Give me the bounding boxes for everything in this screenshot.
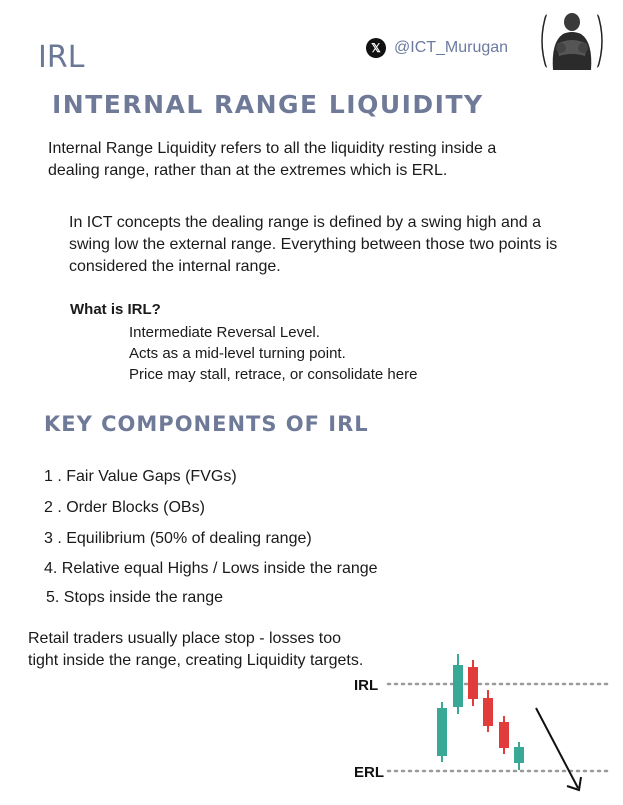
x-logo-icon: 𝕏 — [366, 38, 386, 58]
candle-bear-1 — [468, 660, 478, 706]
what-is-heading: What is IRL? — [70, 301, 161, 318]
candle-bull-3 — [514, 742, 524, 770]
candle-bear-3 — [499, 716, 509, 754]
candle-bull-1 — [437, 702, 447, 762]
handle-text: @ICT_Murugan — [394, 39, 509, 56]
list-item: 4. Relative equal Highs / Lows inside the range — [44, 560, 378, 577]
irl-erl-diagram — [352, 650, 614, 800]
definition-line: Intermediate Reversal Level. — [129, 324, 320, 341]
avatar — [533, 6, 611, 76]
erl-label: ERL — [354, 764, 384, 781]
definition-line: Price may stall, retrace, or consolidate here — [129, 366, 418, 383]
list-item: 2 . Order Blocks (OBs) — [44, 499, 205, 516]
list-item: 1 . Fair Value Gaps (FVGs) — [44, 468, 237, 485]
list-item: 3 . Equilibrium (50% of dealing range) — [44, 530, 312, 547]
down-arrow-icon — [536, 708, 581, 790]
candle-bull-2 — [453, 654, 463, 714]
list-item: 5. Stops inside the range — [46, 589, 224, 606]
page-title: INTERNAL RANGE LIQUIDITY — [52, 90, 484, 119]
intro-paragraph: Internal Range Liquidity refers to all the liquidity resting inside a dealing range, rather than at the extremes which is ERL. — [48, 140, 497, 179]
components-heading: KEY COMPONENTS OF IRL — [44, 412, 369, 436]
definition-line: Acts as a mid-level turning point. — [129, 345, 346, 362]
avatar-image — [533, 6, 611, 76]
retail-note: Retail traders usually place stop - losses too tight inside the range, creating Liquidity targets. — [28, 630, 364, 669]
concept-paragraph: In ICT concepts the dealing range is defined by a swing high and a swing low the external range. Everything between those two points is considered the internal range. — [69, 214, 558, 275]
page-tag: IRL — [38, 40, 85, 75]
irl-label: IRL — [354, 677, 379, 694]
candle-bear-2 — [483, 690, 493, 732]
social-handle[interactable] — [366, 38, 508, 58]
